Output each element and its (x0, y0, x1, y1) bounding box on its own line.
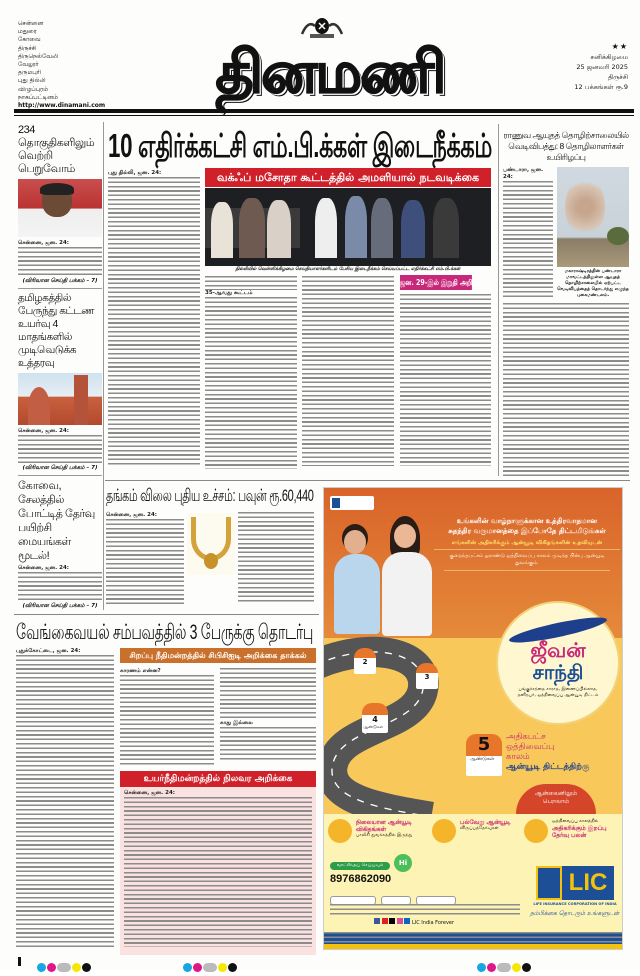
vengaivayal-body-col1 (16, 648, 114, 950)
subhead: காரணம் என்ன? (120, 668, 161, 674)
ad-headline-line2: சுதந்திர வருமானத்தை இப்போதே திட்டமிடுங்கள் (448, 527, 606, 535)
story-body (108, 177, 200, 467)
lead-photo-caption: தில்லியில் வெள்ளிக்கிழமை செய்தியாளர்களிடம் பேசிய இடைநீக்கம் செய்யப்பட்ட எதிர்க்கட்சி எம்.பி.க்கள் (235, 267, 461, 272)
masthead-logo: தினமணி (215, 38, 445, 106)
right-story (503, 130, 629, 476)
jeevan-shanti-logo: ஜீவன் சாந்தி பங்குச்சந்தை சாராத, இணைப்பில்லாத, தனிநபர், ஒத்திவைப்பு ஆன்யூடி திட்டம் (496, 601, 620, 725)
lic-slogan: நம்பிக்கை தொடரும் உங்களுடன் (530, 910, 620, 917)
continued-link[interactable]: (விரிவான செய்தி பக்கம் – 7) (22, 603, 98, 610)
gold-jewellery-photo (187, 513, 235, 575)
feature-3: ஒத்திவைப்பு காலத்தில் அதிகரிக்கும் இறப்பு தேர்வு பலன் (524, 819, 622, 843)
vengaivayal-body-col3 (220, 668, 316, 761)
ad-tagline: எங்களின் அதிகரிக்கும் ஆன்யூடி விகிதங்களின் உதவியுடன் (434, 539, 620, 550)
dateline: புது தில்லி, ஜன. 24: (108, 170, 162, 176)
gold-headline[interactable]: தங்கம் விலை புதிய உச்சம்: பவுன் ரூ.60,440 (106, 486, 314, 505)
ad-deferment-text: அதிகபட்ச ஒத்திவைப்பு காலம் ஆன்யூடி திட்டத்திற்கு (506, 732, 590, 772)
column-divider (103, 122, 104, 610)
emblem-icon (298, 14, 346, 40)
website-link[interactable]: http://www.dinamani.com (18, 102, 106, 110)
issue-edition: திருச்சி (607, 73, 628, 81)
lead-sidebox-title: ஜன. 29-இல் இறுதி அறிக்கை? (400, 275, 472, 290)
lic-logo: LIC (536, 866, 614, 900)
ad-headline-block (434, 516, 620, 571)
ad-brand-tag (330, 496, 374, 510)
app-badges (330, 890, 510, 900)
edition: தருமபுரி (18, 69, 42, 77)
left-column (18, 124, 102, 610)
issue-price: 12 பக்கங்கள் ரூ.9 (574, 83, 628, 91)
subhead: 35-ஆவது கூட்டம் (205, 290, 253, 296)
lead-body-col1 (108, 170, 200, 467)
edition-list (18, 20, 105, 110)
explosion-caption: மகாராஷ்டிரத்தின் பண்டாரா மாவட்டத்திலுள்ள ஆயுதத் தொழிற்சாலையில் ஏற்பட்ட வெடிவிபத்தைத் தொடர்ந்து எழுந்த புகைமண்டலம். (557, 269, 629, 298)
story-headline[interactable]: 234 தொகுதிகளிலும் வெற்றி பெறுவோம் (18, 124, 95, 175)
story-body (124, 797, 312, 947)
color-registration-dots (477, 957, 532, 976)
social-links[interactable] (374, 918, 454, 927)
lead-photo (205, 188, 491, 266)
edition: வேலூர் (18, 61, 39, 69)
online-badge[interactable]: ஆன்லைனிலும் பெறலாம் (516, 784, 596, 814)
divider (14, 614, 319, 615)
milestone-5: 5 ஆண்டுகள் (466, 734, 502, 776)
story-body (503, 181, 553, 299)
lead-body-col3 (302, 276, 394, 466)
subhead: காது இல்லை (220, 720, 253, 726)
issue-date: 25 ஜனவரி 2025 (576, 63, 628, 71)
continued-link[interactable]: (விரிவான செய்தி பக்கம் – 7) (22, 277, 98, 284)
edition: திருச்சி (18, 44, 37, 52)
whatsapp-hi-icon: Hi (394, 854, 412, 872)
lead-headline[interactable]: 10 எதிர்க்கட்சி எம்.பி.க்கள் இடைநீக்கம் (108, 127, 492, 164)
edition: விழுப்புரம் (18, 85, 49, 93)
story-body (18, 247, 102, 278)
left-story-2 (18, 292, 102, 473)
edition: கோவை (18, 36, 41, 44)
feature-2: பல்வேறு ஆன்யூடி விருப்பத்தேர்வுகள் (432, 819, 520, 843)
column-divider (498, 124, 499, 476)
dateline: பண்டாரா, ஜன. 24: (503, 167, 544, 180)
dateline: புதுக்கோட்டை, ஜன. 24: (16, 648, 81, 654)
court-photo (18, 373, 102, 425)
story-headline[interactable]: தமிழகத்தில் பேருந்து கட்டண உயர்வு 4 மாதங்களில் முடிவெடுக்க உத்தரவு (18, 291, 95, 369)
high-court-banner: உயர்நீதிமன்றத்தில் நிலவர அறிக்கை (120, 771, 316, 787)
story-body (220, 727, 316, 761)
edition: மதுரை (18, 28, 37, 36)
left-story-3 (18, 479, 102, 610)
dateline: சென்னை, ஜன. 24: (18, 565, 69, 572)
milestone-2: 2 (354, 648, 376, 674)
right-body-continued (503, 303, 629, 476)
edition: சென்னை (18, 20, 44, 27)
vengaivayal-sub-banner: சிறப்பு நீதிமன்றத்தில் சிபிசிஐடி அறிக்கை தாக்கல் (120, 648, 316, 663)
road-illustration (324, 618, 494, 828)
story-headline[interactable]: கோவை, சேலத்தில் போட்டித் தேர்வு பயிற்சி மையங்கள் மூடல்! (18, 480, 95, 563)
milestone-4: 4 ஆண்டுகள் (362, 703, 388, 733)
lead-sidebox (400, 275, 491, 466)
lead-body-col2 (205, 276, 297, 469)
divider (18, 288, 102, 289)
dateline: சென்னை, ஜன. 24: (18, 427, 69, 434)
high-court-box (120, 787, 316, 955)
whatsapp-number[interactable]: 8976862090 (330, 873, 392, 885)
ad-headline (434, 516, 620, 536)
feature-1: நிலையான ஆன்யூடி விகிதங்கள் பாலிசி துவக்கத்தில் இருந்து (328, 819, 428, 843)
story-body (205, 297, 297, 469)
story-body (18, 435, 102, 466)
color-registration-dots (37, 957, 92, 976)
right-body (503, 167, 553, 299)
dateline: சென்னை, ஜன. 24: (124, 790, 175, 796)
story-body (16, 655, 114, 950)
lic-fullname: LIFE INSURANCE CORPORATION OF INDIA (533, 902, 617, 906)
story-photo (18, 179, 102, 237)
story-body (106, 519, 184, 607)
issue-day: சனிக்கிழமை (590, 53, 628, 61)
vengaivayal-headline[interactable]: வேங்கைவயல் சம்பவத்தில் 3 பேருக்கு தொடர்பு (16, 621, 314, 644)
left-story-1 (18, 124, 102, 285)
right-story-row (503, 167, 629, 299)
ad-note: குறைந்தபட்சம் ஓராண்டு ஒத்திவைப்பு காலம் முடிந்த பின்பு ஆன்யூடி துவங்கும். (444, 553, 610, 571)
social-handle: LIC India Forever (411, 920, 455, 926)
gold-body-col1 (106, 512, 184, 607)
right-photo-block (557, 167, 629, 299)
explosion-photo (557, 167, 629, 267)
edition: திருநெல்வேலி (18, 52, 59, 60)
ad-features-panel (324, 814, 623, 932)
divider (18, 475, 102, 476)
whatsapp-label: வாட்ஸ்அப் செய்யவும் (330, 862, 390, 870)
gold-body-col2 (238, 512, 314, 602)
lead-sidebox-body (400, 294, 491, 466)
ad-disclaimer-band (324, 932, 623, 944)
edition: புது தில்லி (18, 77, 46, 85)
divider (105, 480, 630, 481)
edition-stars: ★★ (611, 42, 628, 51)
issue-info (574, 42, 628, 92)
color-registration-dots (183, 957, 238, 976)
vengaivayal-body-col2 (120, 668, 214, 767)
lead-banner: வக்ஃப் மசோதா கூட்டத்தில் அமளியால் நடவடிக்கை (205, 168, 491, 187)
masthead-rule-thin (14, 115, 634, 116)
lic-advertisement[interactable] (323, 487, 623, 950)
edition: நாகப்பட்டினம் (18, 93, 58, 101)
crop-mark (18, 957, 21, 966)
dateline: சென்னை, ஜன. 24: (106, 512, 157, 518)
dateline: சென்னை, ஜன. 24: (18, 240, 69, 246)
story-body (120, 675, 214, 767)
ad-headline-line1: உங்களின் வாழ்நாளுக்கான உத்திரவாதமான (456, 517, 598, 525)
ad-fine-print (330, 904, 520, 916)
milestone-3: 3 (416, 663, 438, 689)
masthead-rule (14, 109, 634, 113)
continued-link[interactable]: (விரிவான செய்தி பக்கம் – 7) (22, 465, 98, 472)
right-headline[interactable]: ராணுவ ஆயுதத் தொழிற்சாலையில் வெடிவிபத்து: 8 தொழிலாளர்கள் உயிரிழப்பு (503, 130, 629, 162)
story-body (18, 572, 102, 603)
ad-footer-strip (324, 944, 623, 950)
